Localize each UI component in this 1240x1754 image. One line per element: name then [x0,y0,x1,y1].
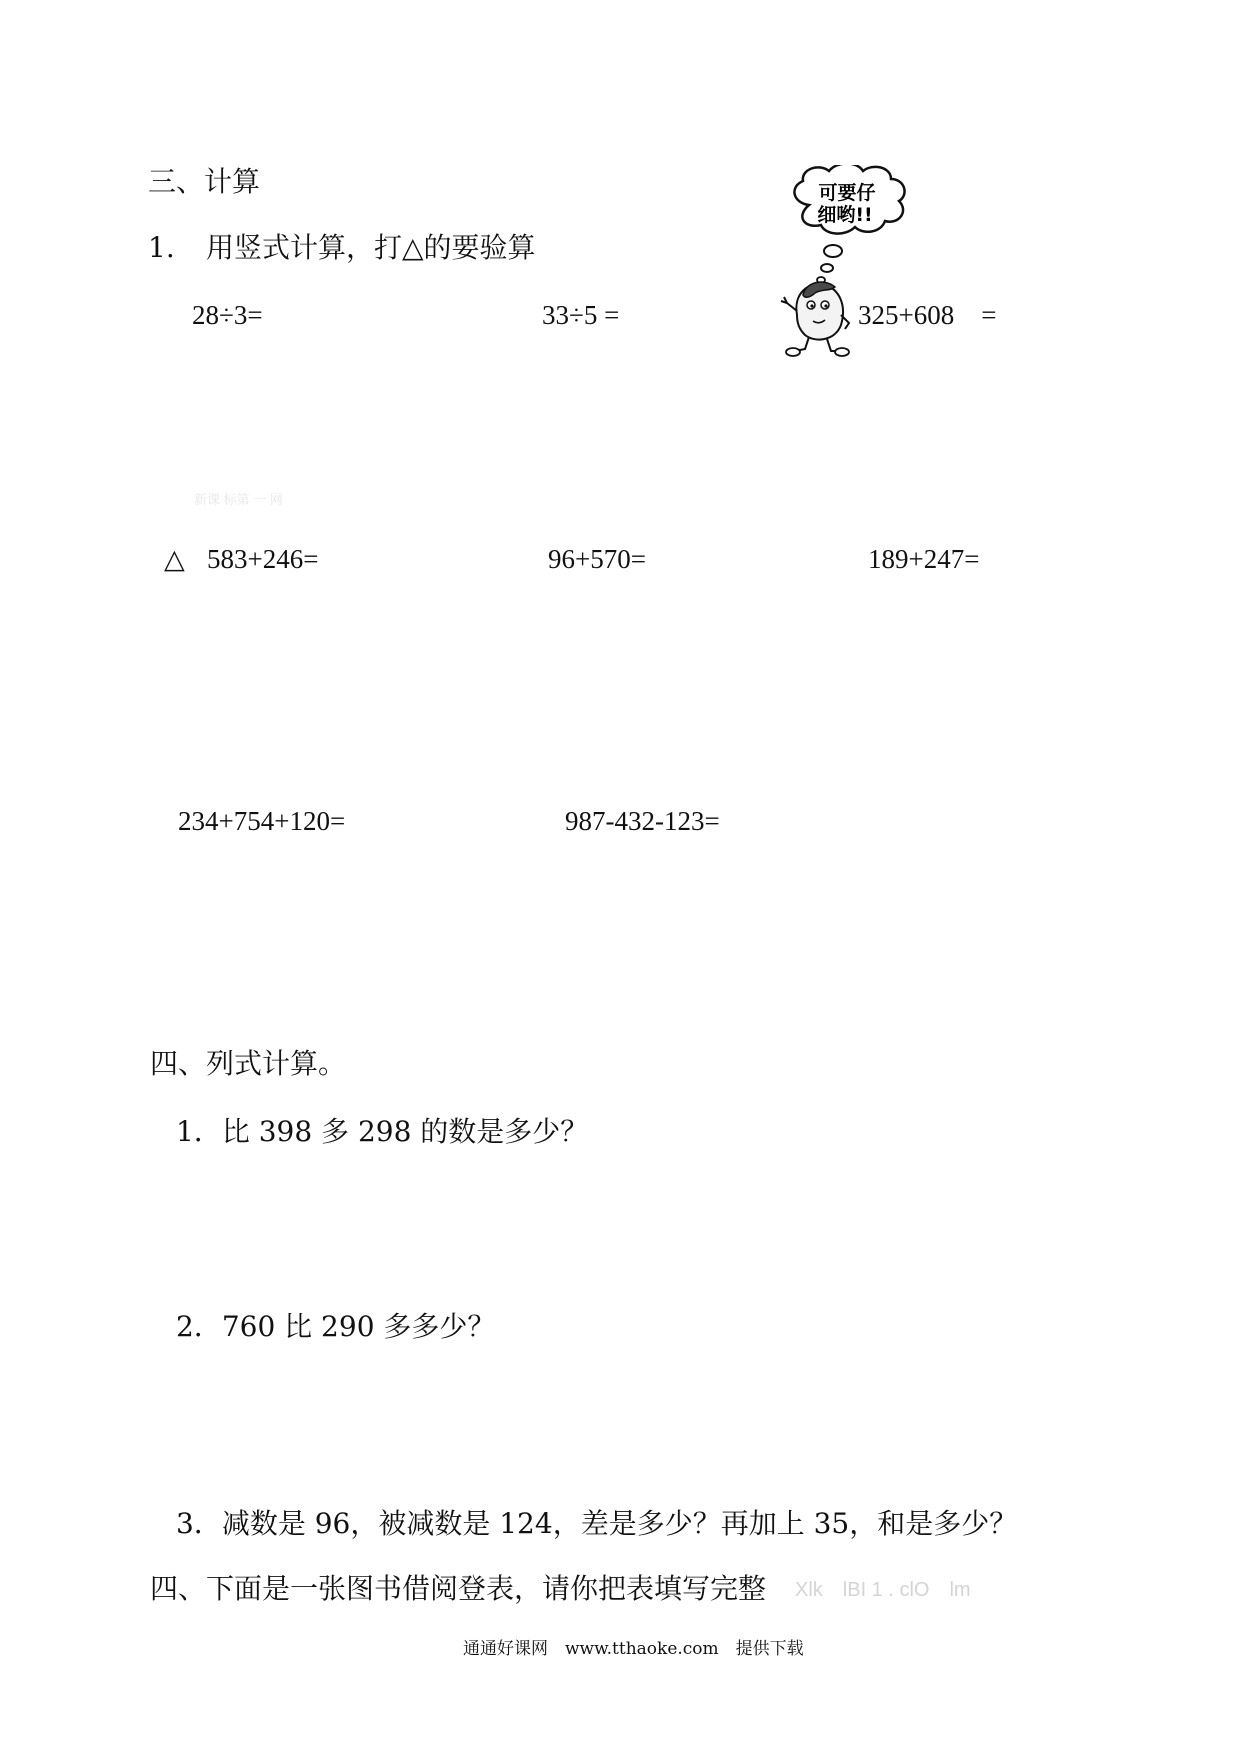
problem-325-plus-608: 325+608 = [858,300,997,330]
check-triangle-icon: △ [164,544,185,574]
problem-33-div-5: 33÷5 = [542,300,620,330]
word-question-3: 3．减数是 96，被减数是 124，差是多少？再加上 35，和是多少？ [176,1507,1018,1540]
egg-character-icon [781,282,849,356]
problem-234-plus-754-plus-120: 234+754+120= [178,806,346,836]
word-question-2: 2．760 比 290 多多少？ [176,1310,496,1343]
word-question-1: 1．比 398 多 298 的数是多少？ [176,1115,589,1148]
question-1-number: 1. [148,231,175,264]
bubble-line-2: 细哟!! [817,204,873,226]
problem-28-div-3: 28÷3= [192,300,263,330]
section-3-heading: 三、计算 [148,165,261,198]
page-footer: 通通好课网 www.tthaoke.com 提供下载 [463,1639,804,1659]
problem-189-plus-247: 189+247= [868,544,980,574]
question-1-instruction: 用竖式计算，打△的要验算 [206,231,536,264]
section-4-heading: 四、列式计算。 [150,1047,347,1080]
problem-583-plus-246: 583+246= [207,544,319,574]
faint-trailing-text: Xlk lBI 1 . clO lm [795,1579,971,1601]
bubble-line-1: 可要仔 [818,182,876,204]
faint-watermark-text: 新课 标第 一 网 [194,492,283,507]
section-5-heading: 四、下面是一张图书借阅登表，请你把表填写完整 [150,1572,767,1605]
problem-987-minus-432-minus-123: 987-432-123= [565,806,720,836]
mascot-illustration [775,165,940,375]
problem-96-plus-570: 96+570= [548,544,646,574]
